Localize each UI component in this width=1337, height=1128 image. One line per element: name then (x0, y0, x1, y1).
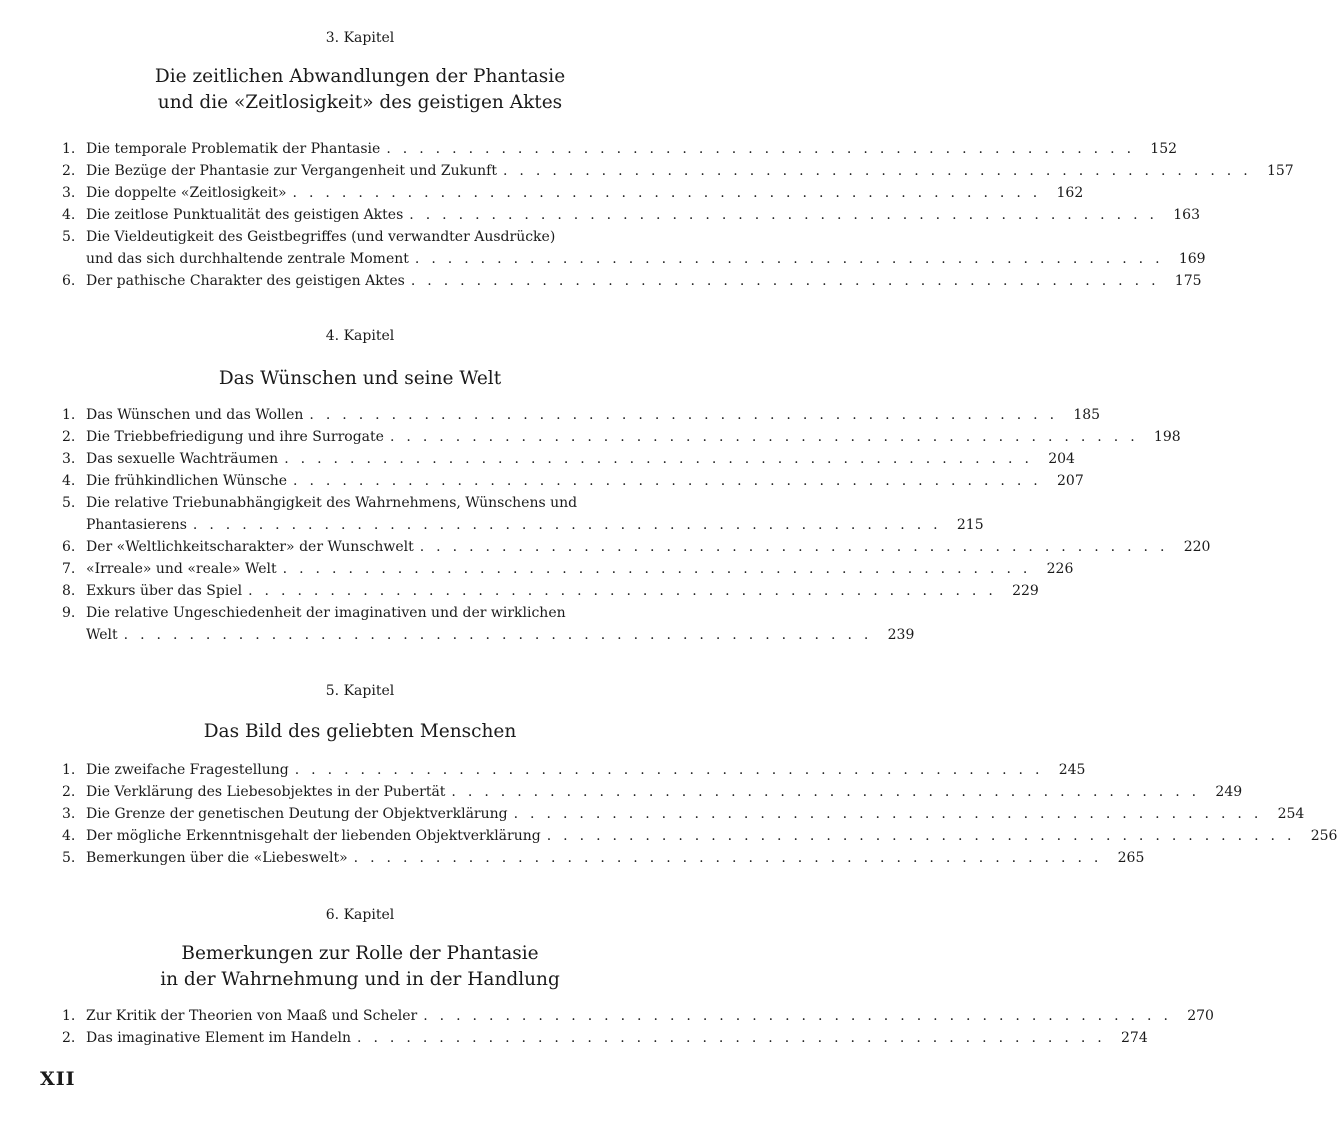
leader-dots: .............................................. (546, 828, 1304, 844)
toc-entry[interactable] (62, 448, 1075, 470)
entry-page: 245 (1058, 762, 1086, 778)
leader-dots: .............................................. (123, 627, 881, 643)
entry-number: 5. (62, 229, 76, 245)
entry-number: 9. (62, 605, 76, 621)
entry-number: 2. (62, 429, 76, 445)
chapter-title (20, 941, 700, 993)
entry-number: 3. (62, 806, 76, 822)
chapter-label: 3. Kapitel (325, 30, 395, 46)
toc-entry[interactable] (62, 138, 1178, 160)
chapter-title-line: in der Wahrnehmung und in der Handlung (160, 969, 560, 990)
leader-dots: .............................................. (357, 1030, 1114, 1046)
entry-page: 229 (1012, 583, 1039, 599)
chapter-label: 6. Kapitel (325, 907, 395, 923)
chapter-4-entries (62, 404, 1211, 646)
entry-number: 6. (62, 273, 76, 289)
entry-number: 4. (62, 473, 76, 489)
entry-number: 3. (62, 185, 76, 201)
entry-page: 207 (1057, 473, 1084, 489)
entry-title: Die Bezüge der Phantasie zur Vergangenheit und Zukunft (86, 163, 497, 179)
entry-title: Der mögliche Erkenntnisgehalt der liebenden Objektverklärung (86, 828, 541, 844)
leader-dots: .............................................. (293, 473, 1050, 489)
leader-dots: .............................................. (410, 273, 1168, 289)
entry-title: Die Grenze der genetischen Deutung der Objektverklärung (86, 806, 508, 822)
entry-title: Das sexuelle Wachträumen (86, 451, 279, 467)
entry-title: Die Vieldeutigkeit des Geistbegriffes (und verwandter Ausdrücke) (86, 229, 556, 245)
leader-dots: .............................................. (248, 583, 1005, 599)
chapter-4 (0, 326, 700, 392)
entry-title-continued: Phantasierens (86, 517, 187, 533)
leader-dots: .............................................. (502, 163, 1260, 179)
leader-dots: .............................................. (192, 517, 950, 533)
chapter-title-line: Bemerkungen zur Rolle der Phantasie (181, 943, 539, 964)
entry-title: Die zweifache Fragestellung (86, 762, 289, 778)
entry-title: Der «Weltlichkeitscharakter» der Wunschwelt (86, 539, 414, 555)
toc-entry[interactable] (62, 1005, 1214, 1027)
entry-number: 1. (62, 762, 76, 778)
entry-number: 3. (62, 451, 76, 467)
toc-entry[interactable] (62, 270, 1202, 292)
entry-page: 157 (1266, 163, 1294, 179)
toc-entry[interactable] (62, 470, 1084, 492)
entry-page: 249 (1215, 784, 1243, 800)
entry-number: 1. (62, 407, 76, 423)
entry-title: Zur Kritik der Theorien von Maaß und Scheler (86, 1008, 418, 1024)
toc-entry[interactable] (62, 803, 1305, 825)
chapter-title-line: Die zeitlichen Abwandlungen der Phantasie (154, 66, 566, 87)
toc-entry[interactable] (62, 426, 1181, 448)
chapter-3-entries (62, 138, 1294, 292)
entry-number: 1. (62, 141, 76, 157)
entry-number: 2. (62, 784, 76, 800)
leader-dots: .............................................. (409, 207, 1166, 223)
entry-title: Die frühkindlichen Wünsche (86, 473, 288, 489)
entry-page: 204 (1048, 451, 1075, 467)
entry-page: 239 (887, 627, 915, 643)
leader-dots: .............................................. (353, 850, 1111, 866)
entry-number: 1. (62, 1008, 76, 1024)
entry-title: Die Triebbefriedigung und ihre Surrogate (86, 429, 384, 445)
toc-entry[interactable] (62, 204, 1200, 226)
leader-dots: .............................................. (294, 762, 1052, 778)
leader-dots: .............................................. (419, 539, 1177, 555)
leader-dots: .............................................. (513, 806, 1271, 822)
chapter-6-entries (62, 1005, 1214, 1049)
toc-entry[interactable] (62, 492, 984, 536)
entry-number: 6. (62, 539, 76, 555)
entry-title: Das imaginative Element im Handeln (86, 1030, 352, 1046)
chapter-title (20, 719, 700, 745)
leader-dots: .............................................. (284, 451, 1041, 467)
entry-page: 226 (1046, 561, 1074, 577)
entry-title: Die zeitlose Punktualität des geistigen Aktes (86, 207, 404, 223)
entry-page: 152 (1150, 141, 1178, 157)
entry-title: Der pathische Charakter des geistigen Aktes (86, 273, 405, 289)
toc-entry[interactable] (62, 847, 1145, 869)
entry-page: 254 (1277, 806, 1305, 822)
entry-title: Exkurs über das Spiel (86, 583, 243, 599)
entry-page: 274 (1121, 1030, 1148, 1046)
toc-entry[interactable] (62, 759, 1086, 781)
toc-entry[interactable] (62, 404, 1101, 426)
leader-dots: .............................................. (423, 1008, 1180, 1024)
entry-page: 215 (956, 517, 984, 533)
chapter-title (20, 64, 700, 116)
chapter-label: 4. Kapitel (325, 328, 395, 344)
entry-page: 256 (1310, 828, 1337, 844)
entry-page: 265 (1117, 850, 1145, 866)
entry-title-continued: Welt (86, 627, 118, 643)
entry-title: Die Verklärung des Liebesobjektes in der Pubertät (86, 784, 446, 800)
toc-entry[interactable] (62, 558, 1074, 580)
entry-page: 198 (1153, 429, 1181, 445)
entry-page: 175 (1174, 273, 1202, 289)
entry-number: 8. (62, 583, 76, 599)
entry-title: Die doppelte «Zeitlosigkeit» (86, 185, 287, 201)
toc-entry[interactable] (62, 580, 1039, 602)
toc-entry[interactable] (62, 536, 1211, 558)
entry-number: 2. (62, 1030, 76, 1046)
leader-dots: .............................................. (386, 141, 1144, 157)
entry-number: 5. (62, 495, 76, 511)
chapter-3 (0, 28, 700, 116)
leader-dots: .............................................. (389, 429, 1147, 445)
entry-page: 270 (1187, 1008, 1214, 1024)
entry-number: 4. (62, 207, 76, 223)
toc-entry[interactable] (62, 226, 1206, 270)
chapter-title-line: und die «Zeitlosigkeit» des geistigen Aktes (157, 92, 563, 113)
page-numeral: XII (40, 1068, 76, 1090)
entry-title: Die relative Ungeschiedenheit der imaginativen und der wirklichen (86, 605, 566, 621)
toc-entry[interactable] (62, 602, 915, 646)
leader-dots: .............................................. (282, 561, 1040, 577)
entry-number: 2. (62, 163, 76, 179)
toc-entry[interactable] (62, 825, 1337, 847)
entry-number: 7. (62, 561, 76, 577)
entry-title: Bemerkungen über die «Liebeswelt» (86, 850, 348, 866)
toc-entry[interactable] (62, 182, 1084, 204)
entry-page: 185 (1073, 407, 1101, 423)
toc-entry[interactable] (62, 781, 1243, 803)
entry-page: 162 (1056, 185, 1084, 201)
entry-title: Die relative Triebunabhängigkeit des Wahrnehmens, Wünschens und (86, 495, 578, 511)
entry-number: 5. (62, 850, 76, 866)
entry-number: 4. (62, 828, 76, 844)
entry-page: 163 (1173, 207, 1200, 223)
chapter-5 (0, 681, 700, 745)
entry-title: Das Wünschen und das Wollen (86, 407, 304, 423)
toc-entry[interactable] (62, 1027, 1148, 1049)
leader-dots: .............................................. (309, 407, 1067, 423)
entry-page: 220 (1183, 539, 1211, 555)
chapter-6 (0, 905, 700, 993)
entry-title: Die temporale Problematik der Phantasie (86, 141, 381, 157)
chapter-5-entries (62, 759, 1337, 869)
entry-title-continued: und das sich durchhaltende zentrale Moment (86, 251, 409, 267)
chapter-title-line: Das Wünschen und seine Welt (218, 368, 502, 389)
leader-dots: .............................................. (414, 251, 1172, 267)
leader-dots: .............................................. (292, 185, 1050, 201)
chapter-label: 5. Kapitel (325, 683, 395, 699)
entry-title: «Irreale» und «reale» Welt (86, 561, 277, 577)
chapter-title-line: Das Bild des geliebten Menschen (203, 721, 517, 742)
leader-dots: .............................................. (451, 784, 1209, 800)
entry-page: 169 (1178, 251, 1206, 267)
chapter-title (20, 366, 700, 392)
toc-entry[interactable] (62, 160, 1294, 182)
